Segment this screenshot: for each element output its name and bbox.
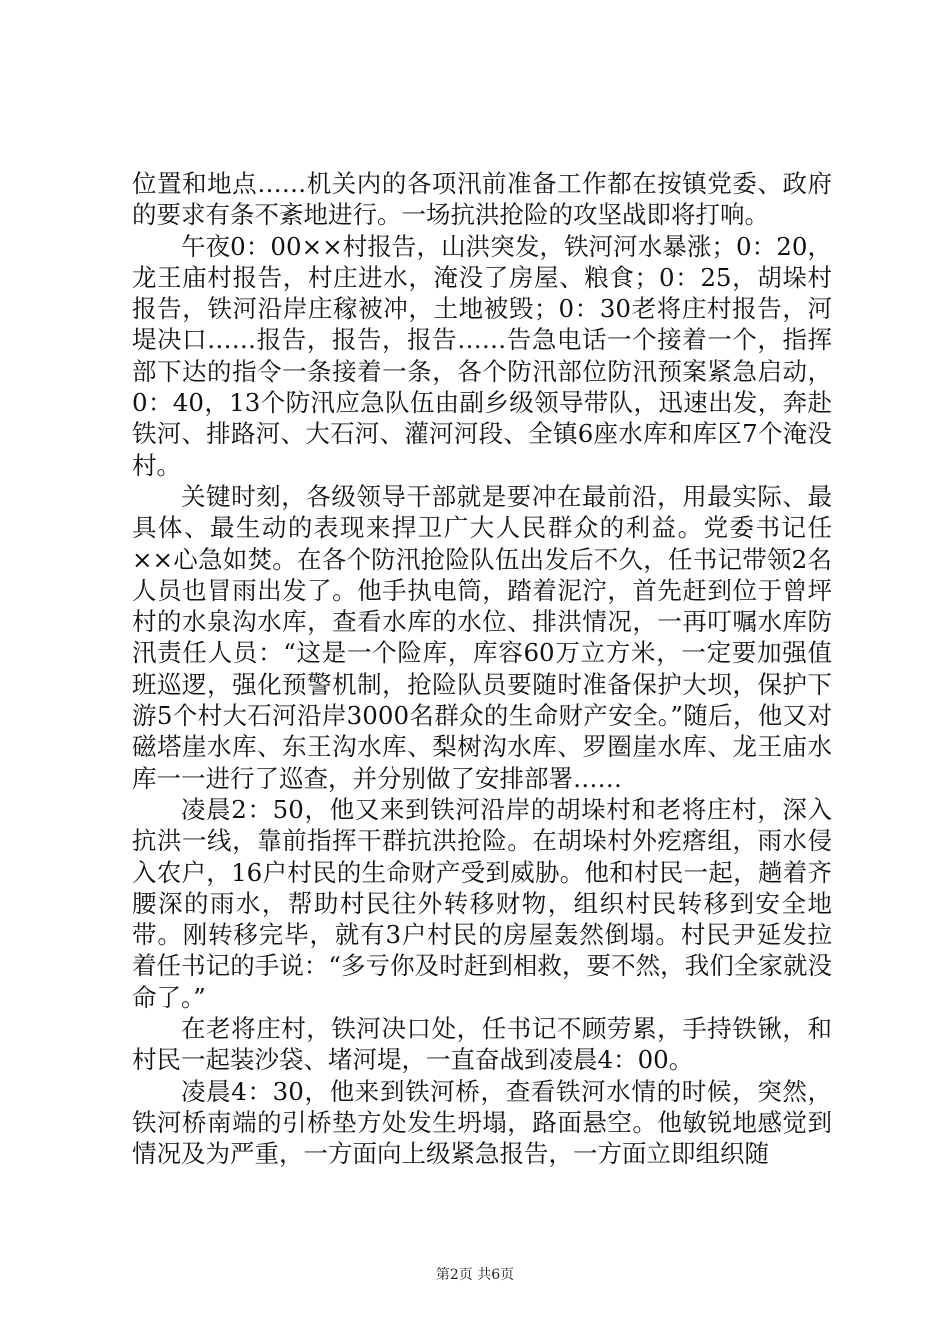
- document-body: [132, 168, 832, 1170]
- paragraph: 凌晨4：30，他来到铁河桥，查看铁河水情的时候，突然，铁河桥南端的引桥垫方处发生坍塌，路面悬空。他敏锐地感觉到情况及为严重，一方面向上级紧急报告，一方面立即组织随: [132, 1076, 832, 1169]
- paragraph: 关键时刻，各级领导干部就是要冲在最前沿，用最实际、最具体、最生动的表现来捍卫广大人民群众的利益。党委书记任××心急如焚。在各个防汛抢险队伍出发后不久，任书记带领2名人员也冒雨出发了。他手执电筒，踏着泥泞，首先赶到位于曾坪村的水泉沟水库，查看水库的水位、排洪情况，一再叮嘱水库防汛责任人员：“这是一个险库，库容60万立方米，一定要加强值班巡逻，强化预警机制，抢险队员要随时准备保护大坝，保护下游5个村大石河沿岸3000名群众的生命财产安全。”随后，他又对磁塔崖水库、东王沟水库、梨树沟水库、罗圈崖水库、龙王庙水库一一进行了巡查，并分别做了安排部署……: [132, 481, 832, 793]
- paragraph: 午夜0：00××村报告，山洪突发，铁河河水暴涨；0：20，龙王庙村报告，村庄进水，淹没了房屋、粮食；0：25，胡垛村报告，铁河沿岸庄稼被冲，土地被毁；0：30老将庄村报告，河堤决口……报告，报告，报告……告急电话一个接着一个，指挥部下达的指令一条接着一条，各个防汛部位防汛预案紧急启动，0：40，13个防汛应急队伍由副乡级领导带队，迅速出发，奔赴铁河、排路河、大石河、灌河河段、全镇6座水库和库区7个淹没村。: [132, 231, 832, 480]
- paragraph: 位置和地点……机关内的各项汛前准备工作都在按镇党委、政府的要求有条不紊地进行。一场抗洪抢险的攻坚战即将打响。: [132, 169, 832, 230]
- paragraph: 在老将庄村，铁河决口处，任书记不顾劳累，手持铁锹，和村民一起装沙袋、堵河堤，一直奋战到凌晨4：00。: [132, 1014, 832, 1075]
- page-footer: 第2页 共6页: [435, 1267, 515, 1283]
- paragraph: 凌晨2：50，他又来到铁河沿岸的胡垛村和老将庄村，深入抗洪一线，靠前指挥干群抗洪抢险。在胡垛村外疙瘩组，雨水侵入农户，16户村民的生命财产受到威胁。他和村民一起，趟着齐腰深的雨水，帮助村民往外转移财物，组织村民转移到安全地带。刚转移完毕，就有3户村民的房屋轰然倒塌。村民尹延发拉着任书记的手说：“多亏你及时赶到相救，要不然，我们全家就没命了。”: [132, 794, 832, 1012]
